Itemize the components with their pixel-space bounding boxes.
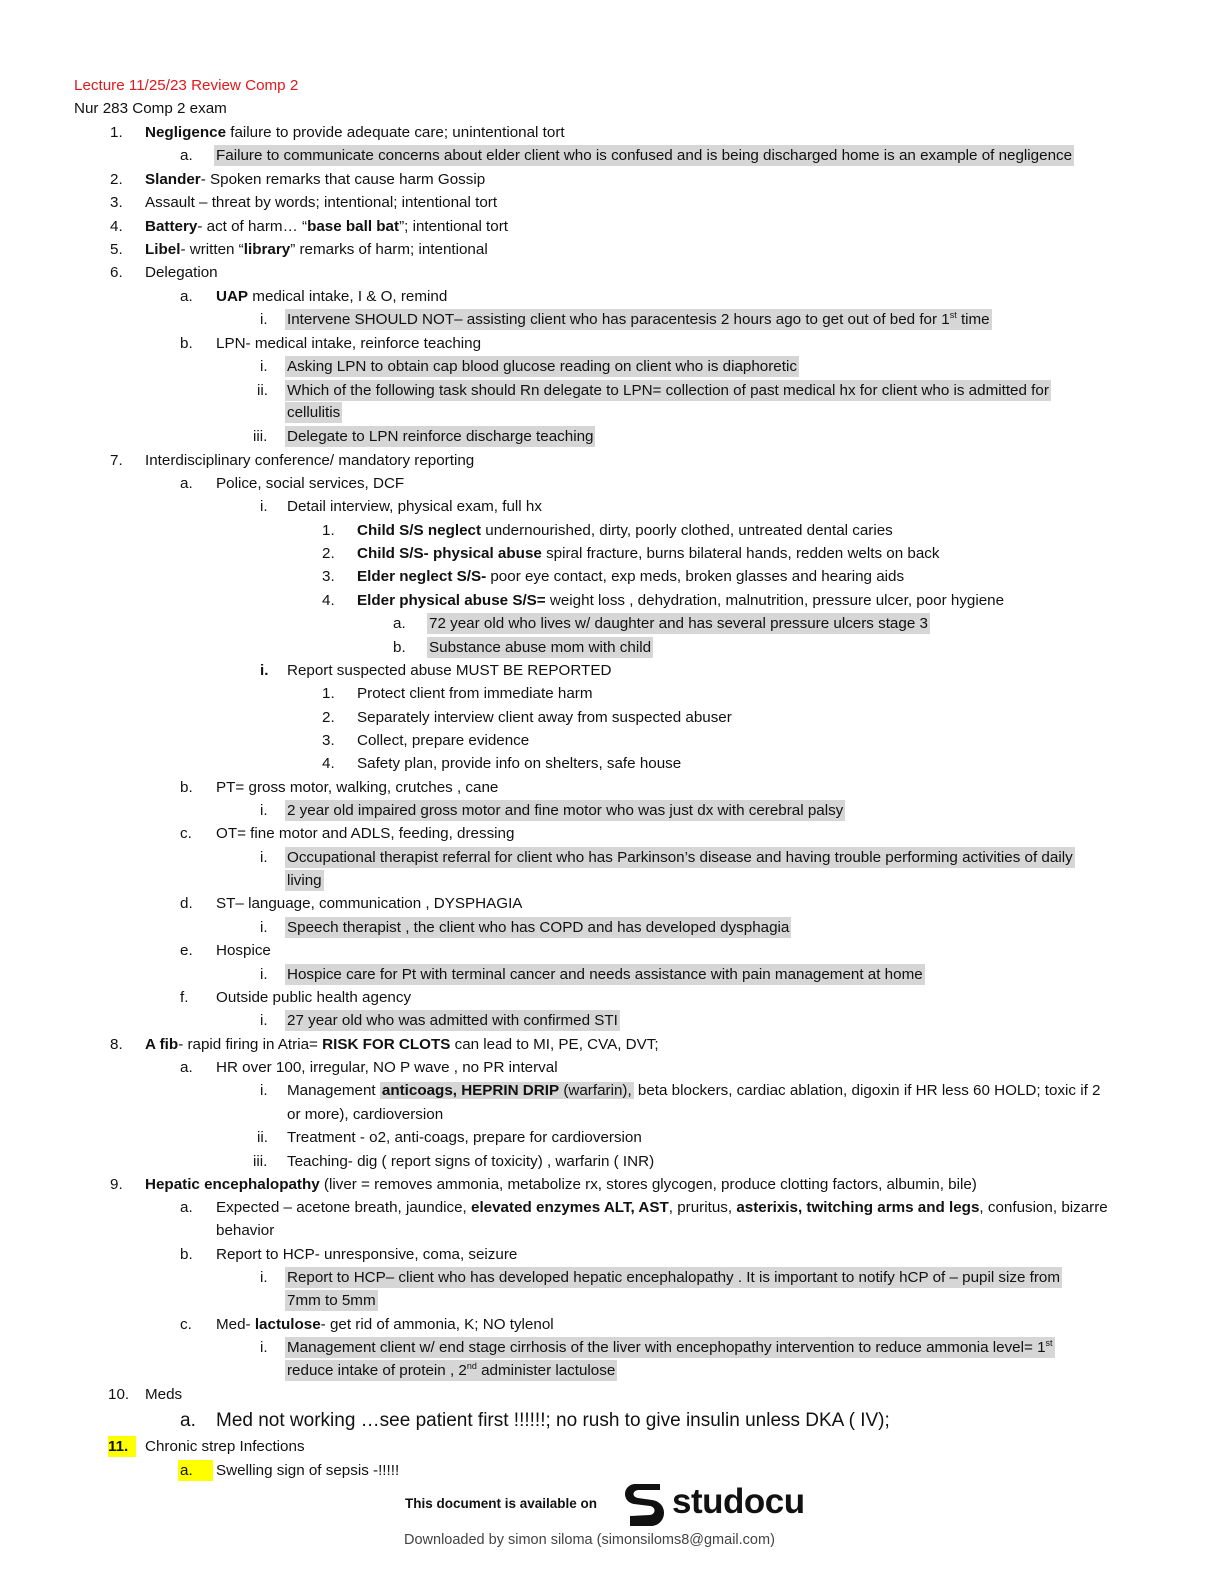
- text: - rapid firing in Atria=: [178, 1036, 323, 1053]
- list-marker: a.: [393, 615, 406, 632]
- list-marker: i.: [260, 1012, 268, 1029]
- term: lactulose: [254, 1316, 321, 1333]
- highlighted-example: Hospice care for Pt with terminal cancer and needs assistance with pain management at home: [287, 966, 923, 983]
- list-number: 6.: [110, 264, 123, 281]
- term: Elder neglect S/S-: [357, 568, 487, 585]
- list-number: 10.: [108, 1386, 130, 1403]
- list-item: Assault – threat by words; intentional; intentional tort: [145, 194, 498, 211]
- text: (liver = removes ammonia, metabolize rx, stores glycogen, produce clotting factors, albumin, bile): [319, 1176, 977, 1193]
- text: ”; intentional tort: [399, 218, 508, 235]
- term: base ball bat: [307, 218, 400, 235]
- list-number: 8.: [110, 1036, 123, 1053]
- list-marker: ii.: [257, 382, 268, 399]
- highlighted-example: 2 year old impaired gross motor and fine motor who was just dx with cerebral palsy: [287, 802, 844, 819]
- highlighted-example-continued: 7mm to 5mm: [287, 1292, 376, 1309]
- highlighted-example: [285, 1337, 1055, 1358]
- list-marker: a.: [180, 1059, 193, 1076]
- list-item: Hospice: [216, 942, 271, 959]
- list-item: [357, 590, 1004, 611]
- list-marker: b.: [393, 639, 406, 656]
- text: - act of harm… “: [197, 218, 308, 235]
- term: Libel: [145, 241, 181, 258]
- list-item: [357, 543, 939, 564]
- list-item: Report to HCP- unresponsive, coma, seizure: [216, 1246, 518, 1263]
- list-marker: i.: [260, 498, 268, 515]
- highlighted-example-continued: living: [287, 872, 322, 889]
- list-item: [287, 1080, 1101, 1101]
- list-item: Collect, prepare evidence: [357, 732, 530, 749]
- definition: - Spoken remarks that cause harm Gossip: [200, 171, 486, 188]
- list-number: 11.: [108, 1436, 136, 1457]
- list-marker: i.: [260, 1082, 268, 1099]
- text: Med-: [216, 1316, 255, 1333]
- list-item: Chronic strep Infections: [145, 1438, 305, 1455]
- text: can lead to MI, PE, CVA, DVT;: [450, 1036, 659, 1053]
- term: Battery: [145, 218, 198, 235]
- list-item: Report suspected abuse MUST BE REPORTED: [287, 662, 612, 679]
- highlight: [380, 1082, 634, 1099]
- list-number: 9.: [110, 1176, 123, 1193]
- list-marker: c.: [180, 1316, 192, 1333]
- text: , pruritus,: [668, 1199, 737, 1216]
- list-number: 3.: [322, 568, 335, 585]
- highlighted-example: Failure to communicate concerns about elder client who is confused and is being discharged home is an example of negligence: [216, 147, 1073, 164]
- text: , confusion, bizarre: [979, 1199, 1108, 1216]
- list-item: [145, 122, 565, 143]
- text: administer lactulose: [476, 1362, 616, 1379]
- list-number: 1.: [322, 522, 335, 539]
- list-number: 4.: [322, 592, 335, 609]
- list-number: 5.: [110, 241, 123, 258]
- list-number: 2.: [110, 171, 123, 188]
- list-item: PT= gross motor, walking, crutches , cane: [216, 779, 499, 796]
- list-marker: a.: [180, 147, 193, 164]
- list-item: Delegation: [145, 264, 218, 281]
- highlighted-example: Speech therapist , the client who has COPD and has developed dysphagia: [287, 919, 790, 936]
- list-item: [216, 1197, 1108, 1218]
- term: A fib: [145, 1036, 179, 1053]
- text: time: [956, 311, 990, 328]
- text: ” remarks of harm; intentional: [290, 241, 488, 258]
- list-item: HR over 100, irregular, NO P wave , no PR interval: [216, 1059, 558, 1076]
- list-item: LPN- medical intake, reinforce teaching: [216, 335, 482, 352]
- highlighted-example: Delegate to LPN reinforce discharge teaching: [287, 428, 594, 445]
- list-number: 1.: [322, 685, 335, 702]
- text: poor eye contact, exp meds, broken glasses and hearing aids: [486, 568, 905, 585]
- list-item: [145, 1034, 659, 1055]
- list-item: Meds: [145, 1386, 183, 1403]
- list-item: Interdisciplinary conference/ mandatory reporting: [145, 452, 475, 469]
- text: Intervene SHOULD NOT– assisting client who has paracentesis 2 hours ago to get out of bed for 1: [287, 311, 950, 328]
- superscript: st: [1045, 1337, 1053, 1348]
- list-marker: a.: [178, 1460, 213, 1481]
- list-item: Detail interview, physical exam, full hx: [287, 498, 542, 515]
- list-item: Swelling sign of sepsis -!!!!!: [216, 1462, 400, 1479]
- list-marker: i.: [260, 1339, 268, 1356]
- list-item: [216, 1314, 554, 1335]
- list-marker: i.: [260, 966, 268, 983]
- text: spiral fracture, burns bilateral hands, redden welts on back: [541, 545, 940, 562]
- text: - written “: [180, 241, 244, 258]
- list-marker: b.: [180, 779, 193, 796]
- list-item: [145, 239, 488, 260]
- download-credit: Downloaded by simon siloma (simonsiloms8@gmail.com): [404, 1532, 775, 1548]
- text: Management client w/ end stage cirrhosis of the liver with encephopathy intervention to reduce ammonia level= 1: [287, 1339, 1046, 1356]
- list-marker: i.: [260, 311, 268, 328]
- list-marker: a.: [180, 1199, 193, 1216]
- highlighted-example: Occupational therapist referral for client who has Parkinson’s disease and having trouble performing activities of daily: [287, 849, 1073, 866]
- text: weight loss , dehydration, malnutrition, pressure ulcer, poor hygiene: [545, 592, 1005, 609]
- list-item-continued: behavior: [216, 1222, 275, 1239]
- list-marker: i.: [260, 802, 268, 819]
- list-item: [145, 169, 485, 190]
- text: medical intake, I & O, remind: [248, 288, 448, 305]
- list-marker: i.: [260, 1269, 268, 1286]
- list-number: 2.: [322, 709, 335, 726]
- list-marker: b.: [180, 335, 193, 352]
- list-marker: f.: [180, 989, 189, 1006]
- term: UAP: [216, 288, 249, 305]
- highlighted-example: Report to HCP– client who has developed hepatic encephalopathy . It is important to notify hCP of – pupil size from: [287, 1269, 1061, 1286]
- term: Hepatic encephalopathy: [145, 1176, 320, 1193]
- list-item: ST– language, communication , DYSPHAGIA: [216, 895, 523, 912]
- list-number: 7.: [110, 452, 123, 469]
- list-marker: b.: [180, 1246, 193, 1263]
- studocu-logo-icon[interactable]: [620, 1480, 668, 1530]
- term: elevated enzymes ALT, AST: [471, 1199, 669, 1216]
- list-number: 3.: [110, 194, 123, 211]
- term: Child S/S- physical abuse: [357, 545, 542, 562]
- list-item: [145, 1174, 977, 1195]
- list-item: Protect client from immediate harm: [357, 685, 593, 702]
- list-marker: ii.: [257, 1129, 268, 1146]
- text: undernourished, dirty, poorly clothed, untreated dental caries: [481, 522, 893, 539]
- list-item: [357, 566, 904, 587]
- highlighted-example: [285, 309, 992, 330]
- definition: failure to provide adequate care; unintentional tort: [226, 124, 565, 141]
- list-item: [357, 520, 893, 541]
- studocu-brand[interactable]: studocu: [672, 1482, 805, 1521]
- term: RISK FOR CLOTS: [322, 1036, 451, 1053]
- term: anticoags, HEPRIN DRIP: [381, 1082, 560, 1099]
- text: - get rid of ammonia, K; NO tylenol: [320, 1316, 554, 1333]
- exam-subtitle: Nur 283 Comp 2 exam: [74, 100, 227, 117]
- list-item-continued: or more), cardioversion: [287, 1106, 444, 1123]
- text: Expected – acetone breath, jaundice,: [216, 1199, 471, 1216]
- highlighted-example: Asking LPN to obtain cap blood glucose reading on client who is diaphoretic: [287, 358, 797, 375]
- text: (warfarin),: [559, 1082, 632, 1099]
- list-item: Treatment - o2, anti-coags, prepare for cardioversion: [287, 1129, 642, 1146]
- list-marker: i.: [260, 358, 268, 375]
- term: library: [243, 241, 291, 258]
- availability-note: This document is available on: [405, 1496, 598, 1511]
- term: Slander: [145, 171, 201, 188]
- list-marker: iii.: [253, 1153, 268, 1170]
- list-marker: i.: [260, 919, 268, 936]
- text: Management: [287, 1082, 380, 1099]
- list-marker: a.: [180, 288, 193, 305]
- list-item: Safety plan, provide info on shelters, safe house: [357, 755, 682, 772]
- list-item: [216, 286, 447, 307]
- list-item: Teaching- dig ( report signs of toxicity) , warfarin ( INR): [287, 1153, 655, 1170]
- term: Elder physical abuse S/S=: [357, 592, 546, 609]
- highlighted-example: 72 year old who lives w/ daughter and has several pressure ulcers stage 3: [429, 615, 928, 632]
- lecture-title: Lecture 11/25/23 Review Comp 2: [74, 77, 299, 94]
- highlighted-example-continued: cellulitis: [287, 404, 341, 421]
- list-marker: i.: [260, 662, 269, 679]
- list-number: 1.: [110, 124, 123, 141]
- list-marker: a.: [180, 475, 193, 492]
- list-item: OT= fine motor and ADLS, feeding, dressing: [216, 825, 515, 842]
- highlighted-example: Which of the following task should Rn delegate to LPN= collection of past medical hx for client who is admitted for: [287, 382, 1049, 399]
- superscript: st: [949, 309, 957, 320]
- list-number: 4.: [110, 218, 123, 235]
- term: Negligence: [145, 124, 227, 141]
- list-item: [145, 216, 508, 237]
- highlighted-example-continued: [285, 1360, 617, 1381]
- list-item: Outside public health agency: [216, 989, 412, 1006]
- text: reduce intake of protein , 2: [287, 1362, 467, 1379]
- list-item: Police, social services, DCF: [216, 475, 405, 492]
- list-item: Med not working …see patient first !!!!!!; no rush to give insulin unless DKA ( IV);: [216, 1410, 890, 1431]
- term: Child S/S neglect: [357, 522, 482, 539]
- list-marker: a.: [180, 1410, 196, 1431]
- text: beta blockers, cardiac ablation, digoxin if HR less 60 HOLD; toxic if 2: [633, 1082, 1101, 1099]
- highlighted-example: Substance abuse mom with child: [429, 639, 652, 656]
- list-marker: d.: [180, 895, 193, 912]
- list-number: 2.: [322, 545, 335, 562]
- list-number: 4.: [322, 755, 335, 772]
- list-item: Separately interview client away from suspected abuser: [357, 709, 732, 726]
- list-number: 3.: [322, 732, 335, 749]
- list-marker: c.: [180, 825, 192, 842]
- list-marker: e.: [180, 942, 193, 959]
- list-marker: i.: [260, 849, 268, 866]
- superscript: nd: [466, 1360, 477, 1371]
- list-marker: iii.: [253, 428, 268, 445]
- term: asterixis, twitching arms and legs: [736, 1199, 980, 1216]
- highlighted-example: 27 year old who was admitted with confirmed STI: [287, 1012, 618, 1029]
